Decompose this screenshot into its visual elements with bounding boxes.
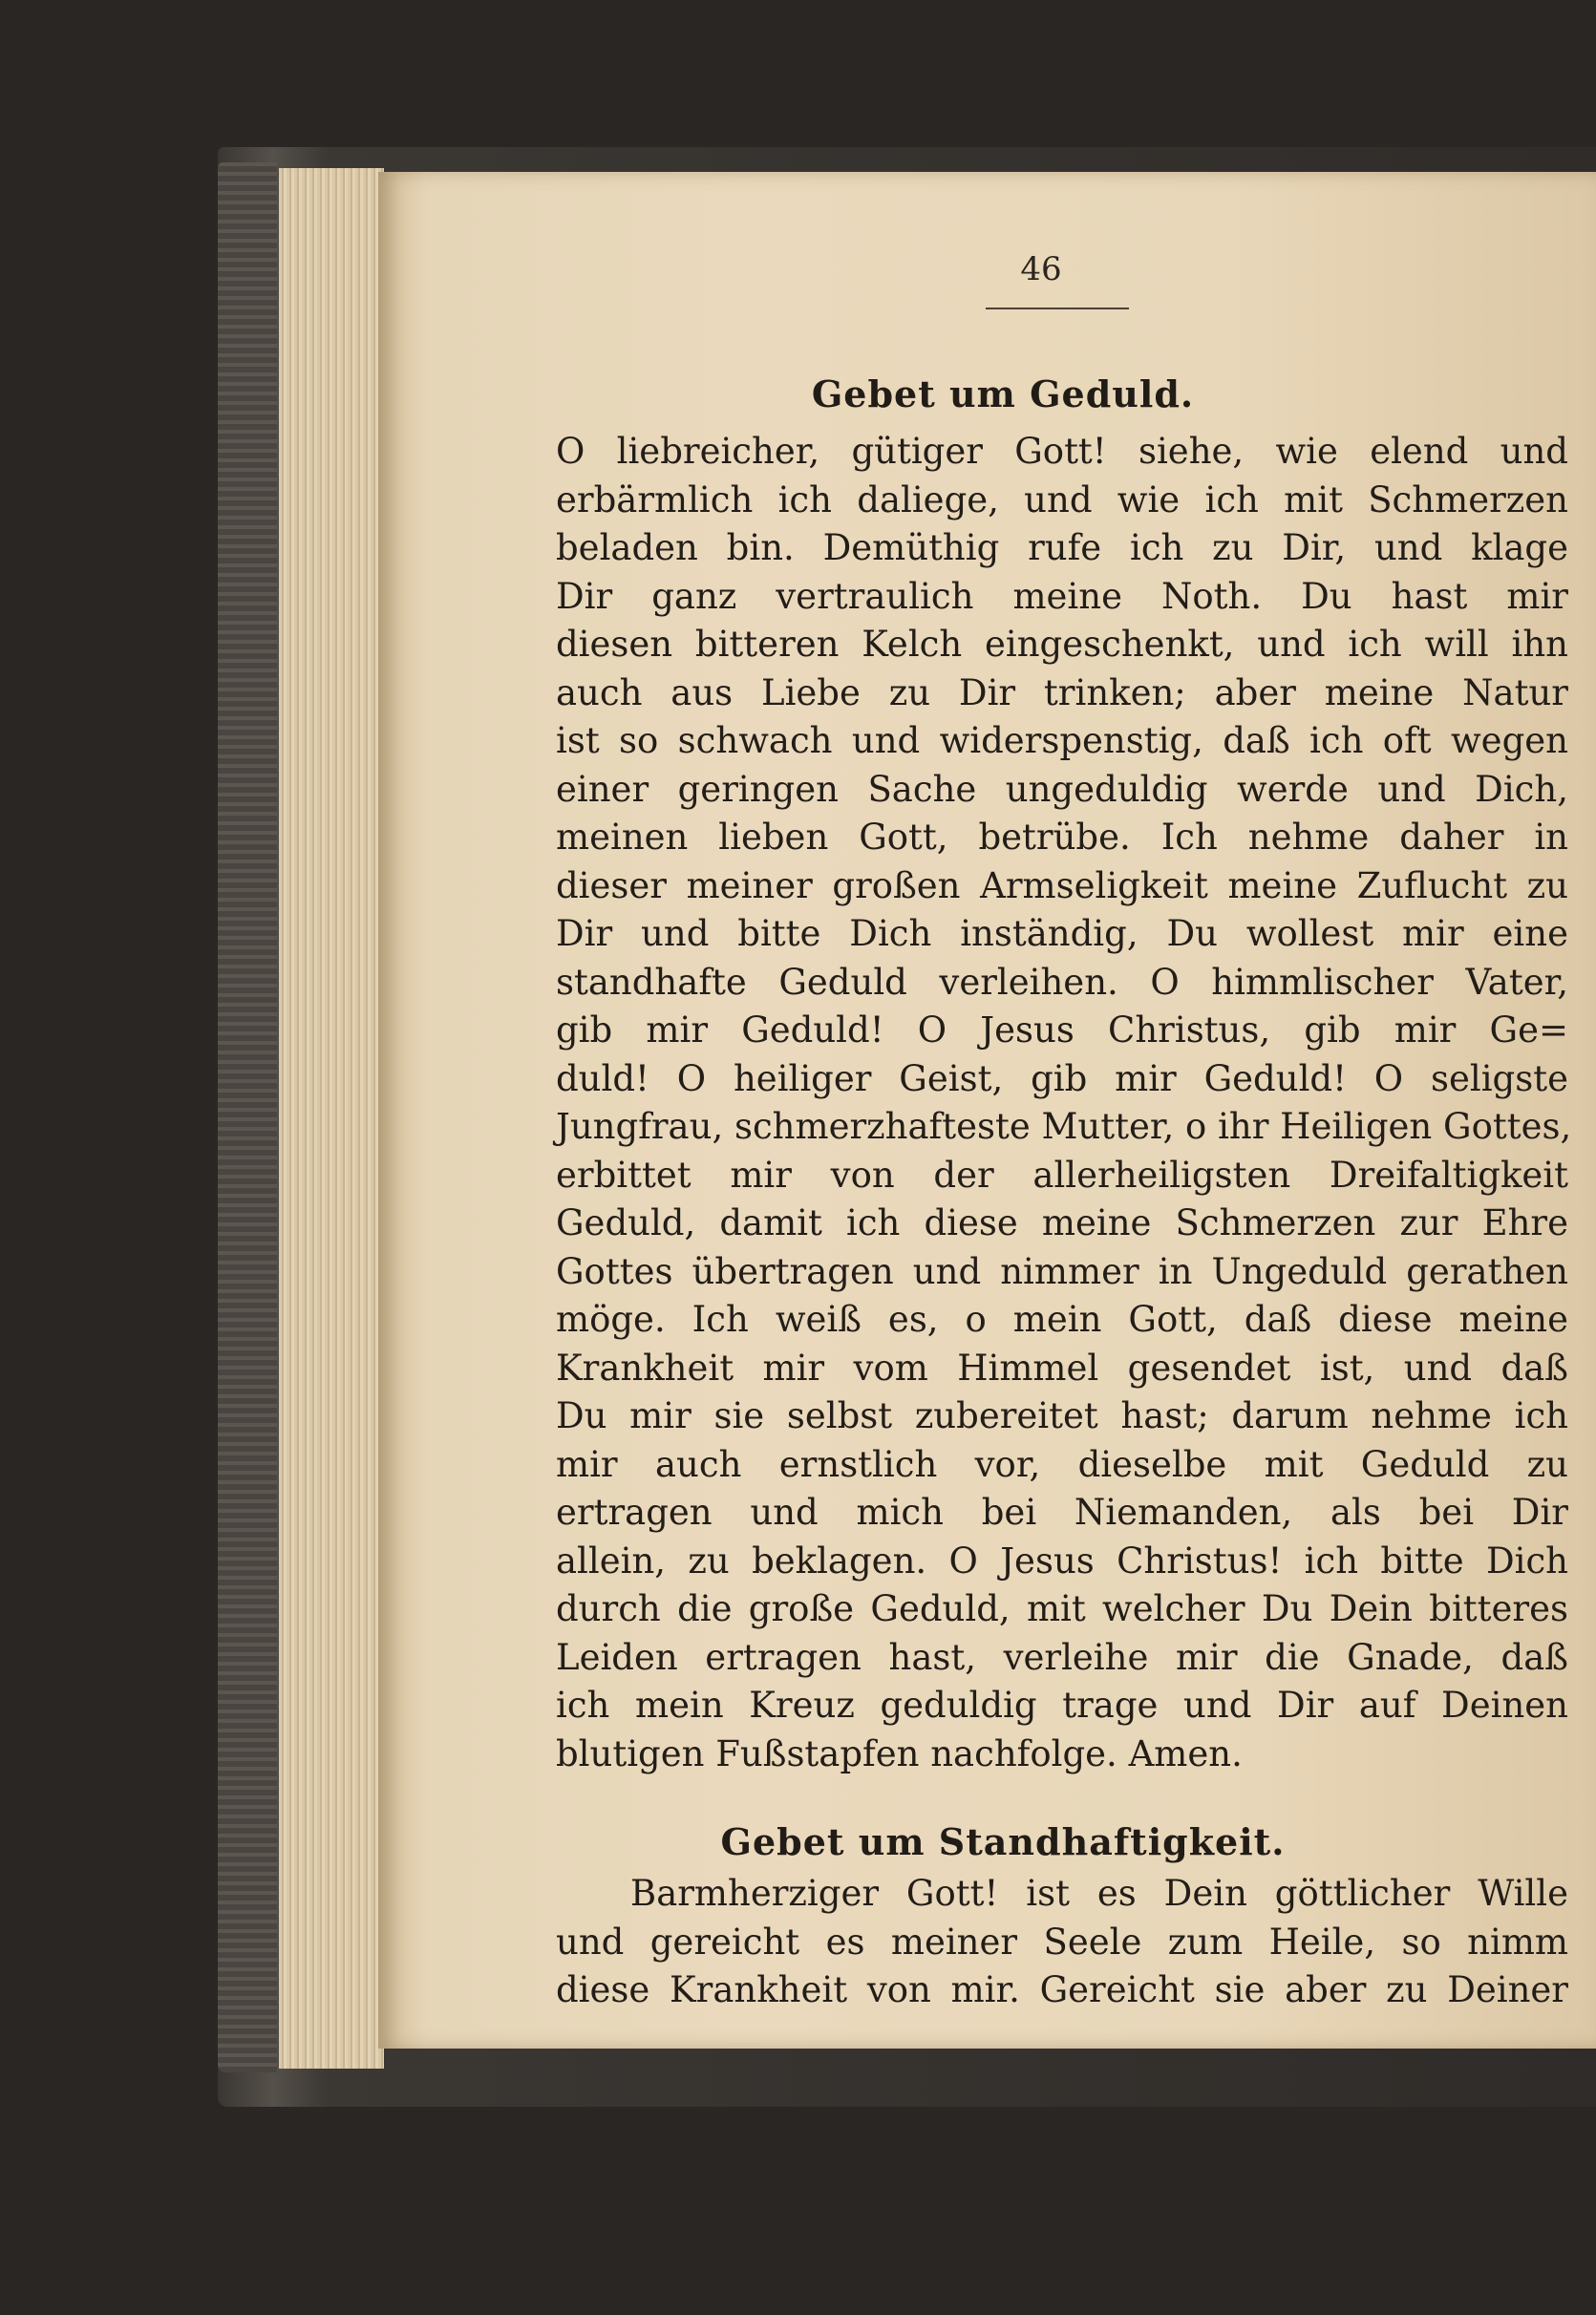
- book-spine: [218, 162, 277, 2072]
- text-line: blutigen Fußstapfen nachfolge. Amen.: [556, 1732, 1243, 1774]
- text-line: Dir und bitte Dich inständig, Du wollest mir eine: [556, 913, 1568, 954]
- text-line: Krankheit mir vom Himmel gesendet ist, und daß: [556, 1347, 1568, 1389]
- section-heading-standhaftigkeit: Gebet um Standhaftigkeit.: [720, 1820, 1286, 1863]
- text-line: auch aus Liebe zu Dir trinken; aber meine Natur: [556, 671, 1568, 713]
- text-line: erbittet mir von der allerheiligsten Dreifaltigkeit: [556, 1154, 1568, 1196]
- text-line: erbärmlich ich daliege, und wie ich mit Schmerzen: [556, 478, 1568, 520]
- text-line: meinen lieben Gott, betrübe. Ich nehme daher in: [556, 817, 1568, 858]
- text-line: und gereicht es meiner Seele zum Heile, so nimm: [556, 1921, 1568, 1963]
- text-line: gib mir Geduld! O Jesus Christus, gib mir Ge=: [556, 1009, 1568, 1051]
- text-line: einer geringen Sache ungeduldig werde und Dich,: [556, 768, 1568, 810]
- text-line: Jungfrau, schmerzhafteste Mutter, o ihr Heiligen Gottes,: [556, 1106, 1572, 1147]
- text-line: Barmherziger Gott! ist es Dein göttlicher Wille: [630, 1873, 1568, 1914]
- text-line: ertragen und mich bei Niemanden, als bei Dir: [556, 1492, 1568, 1533]
- text-line: diese Krankheit von mir. Gereicht sie aber zu Deiner: [556, 1969, 1568, 2010]
- page-edges: [279, 168, 384, 2069]
- header-rule: [986, 308, 1129, 309]
- text-line: Leiden ertragen hast, verleihe mir die Gnade, daß: [556, 1636, 1568, 1678]
- text-line: diesen bitteren Kelch eingeschenkt, und ich will ihn: [556, 624, 1568, 665]
- text-line: O liebreicher, gütiger Gott! siehe, wie elend und: [556, 431, 1568, 472]
- text-line: Dir ganz vertraulich meine Noth. Du hast mir: [556, 575, 1568, 617]
- text-line: standhafte Geduld verleihen. O himmlischer Vater,: [556, 961, 1568, 1003]
- text-line: mir auch ernstlich vor, dieselbe mit Geduld zu: [556, 1443, 1568, 1485]
- text-line: Gottes übertragen und nimmer in Ungeduld gerathen: [556, 1250, 1568, 1292]
- text-line: Du mir sie selbst zubereitet hast; darum nehme ich: [556, 1395, 1568, 1436]
- section-body-geduld: [556, 428, 1572, 1778]
- section-heading-geduld: Gebet um Geduld.: [811, 372, 1195, 415]
- text-line: allein, zu beklagen. O Jesus Christus! ich bitte Dich: [556, 1540, 1568, 1582]
- text-line: möge. Ich weiß es, o mein Gott, daß diese meine: [556, 1299, 1568, 1340]
- section-body-standhaftigkeit: [556, 1870, 1568, 2015]
- text-line: ich mein Kreuz geduldig trage und Dir auf Deinen: [556, 1685, 1568, 1726]
- text-line: Geduld, damit ich diese meine Schmerzen zur Ehre: [556, 1202, 1568, 1243]
- text-line: ist so schwach und widerspenstig, daß ich oft wegen: [556, 720, 1568, 761]
- text-line: durch die große Geduld, mit welcher Du Dein bitteres: [556, 1588, 1568, 1629]
- text-line: duld! O heiliger Geist, gib mir Geduld! O seligste: [556, 1057, 1568, 1099]
- text-line: dieser meiner großen Armseligkeit meine Zuflucht zu: [556, 864, 1568, 906]
- page-number: 46: [1020, 250, 1062, 288]
- text-line: beladen bin. Demüthig rufe ich zu Dir, und klage: [556, 527, 1568, 568]
